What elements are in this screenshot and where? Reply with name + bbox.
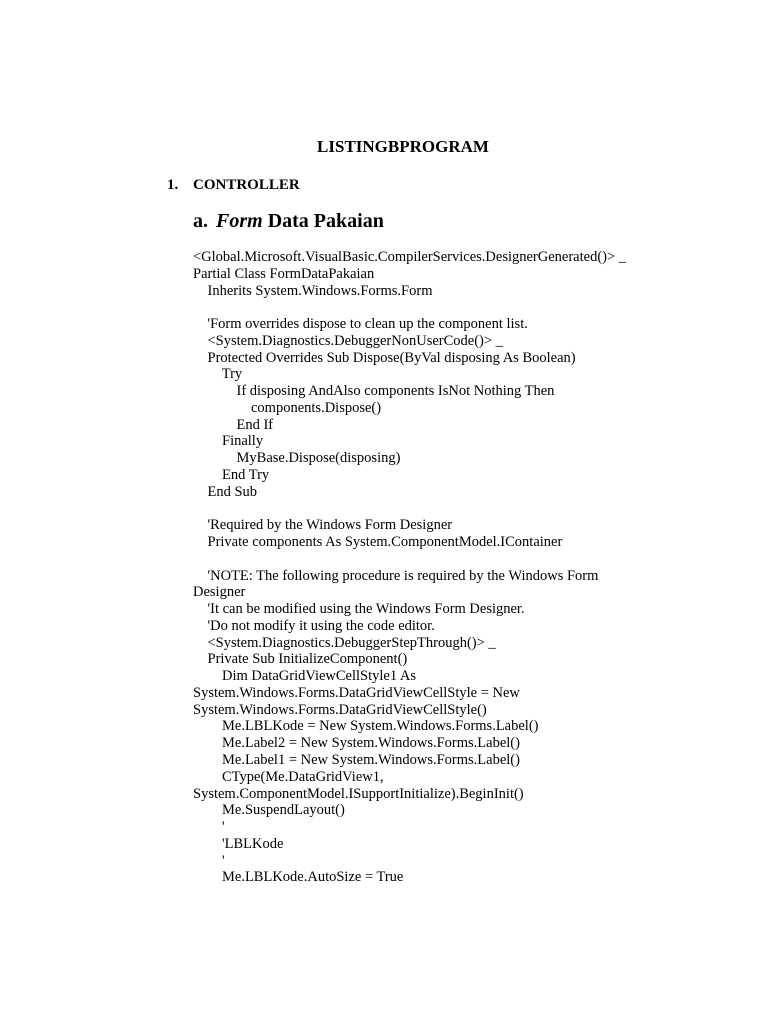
code-line: End Sub [193,483,258,500]
subsection-heading [193,209,384,233]
code-line: 'NOTE: The following procedure is required by the Windows Form [193,567,599,584]
subsection-label: Data Pakaian [262,210,384,232]
code-line: Designer [193,584,246,601]
section-number: 1. [167,177,179,193]
code-line: Me.SuspendLayout() [193,802,345,819]
code-line: 'Form overrides dispose to clean up the component list. [193,316,528,333]
code-line: 'It can be modified using the Windows Form Designer. [193,601,525,618]
code-line: Private components As System.ComponentModel.IContainer [193,534,563,551]
code-line: MyBase.Dispose(disposing) [193,450,401,467]
code-line: 'Required by the Windows Form Designer [193,517,453,534]
code-line: Partial Class FormDataPakaian [193,265,375,282]
code-line: Me.Label1 = New System.Windows.Forms.Label() [193,751,520,768]
code-line: Dim DataGridViewCellStyle1 As [193,668,417,685]
document-title: LISTINGBPROGRAM [317,137,489,156]
code-line [193,500,673,517]
code-line: Try [193,366,243,383]
code-line: System.Windows.Forms.DataGridViewCellStyle = New [193,684,520,701]
code-line: Inherits System.Windows.Forms.Form [193,282,433,299]
code-line: <System.Diagnostics.DebuggerStepThrough()> _ [193,634,496,651]
section-heading [167,176,300,194]
code-listing [193,249,673,886]
code-line: ' [193,819,225,836]
code-line: Protected Overrides Sub Dispose(ByVal disposing As Boolean) [193,349,576,366]
code-line: <Global.Microsoft.VisualBasic.CompilerServices.DesignerGenerated()> _ [193,249,627,265]
code-line [193,551,673,568]
code-line [193,299,673,316]
code-line: <System.Diagnostics.DebuggerNonUserCode()> _ [193,332,503,349]
code-line: 'Do not modify it using the code editor. [193,617,435,634]
subsection-emphasis: Form [216,210,263,232]
code-line: Me.LBLKode.AutoSize = True [193,869,404,886]
code-line: CType(Me.DataGridView1, [193,768,384,785]
code-line: Finally [193,433,264,450]
code-line: System.Windows.Forms.DataGridViewCellStyle() [193,701,487,718]
code-line: End If [193,416,274,433]
code-line: System.ComponentModel.ISupportInitialize).BeginInit() [193,785,524,802]
code-line: If disposing AndAlso components IsNot Nothing Then [193,383,555,400]
code-line: Private Sub InitializeComponent() [193,651,408,668]
code-line: ' [193,852,225,869]
code-line: components.Dispose() [193,399,382,416]
section-label: CONTROLLER [193,177,300,193]
subsection-letter: a. [193,210,208,232]
code-line: Me.LBLKode = New System.Windows.Forms.Label() [193,718,539,735]
code-line: 'LBLKode [193,835,284,852]
code-line: End Try [193,466,270,483]
code-line: Me.Label2 = New System.Windows.Forms.Label() [193,735,520,752]
